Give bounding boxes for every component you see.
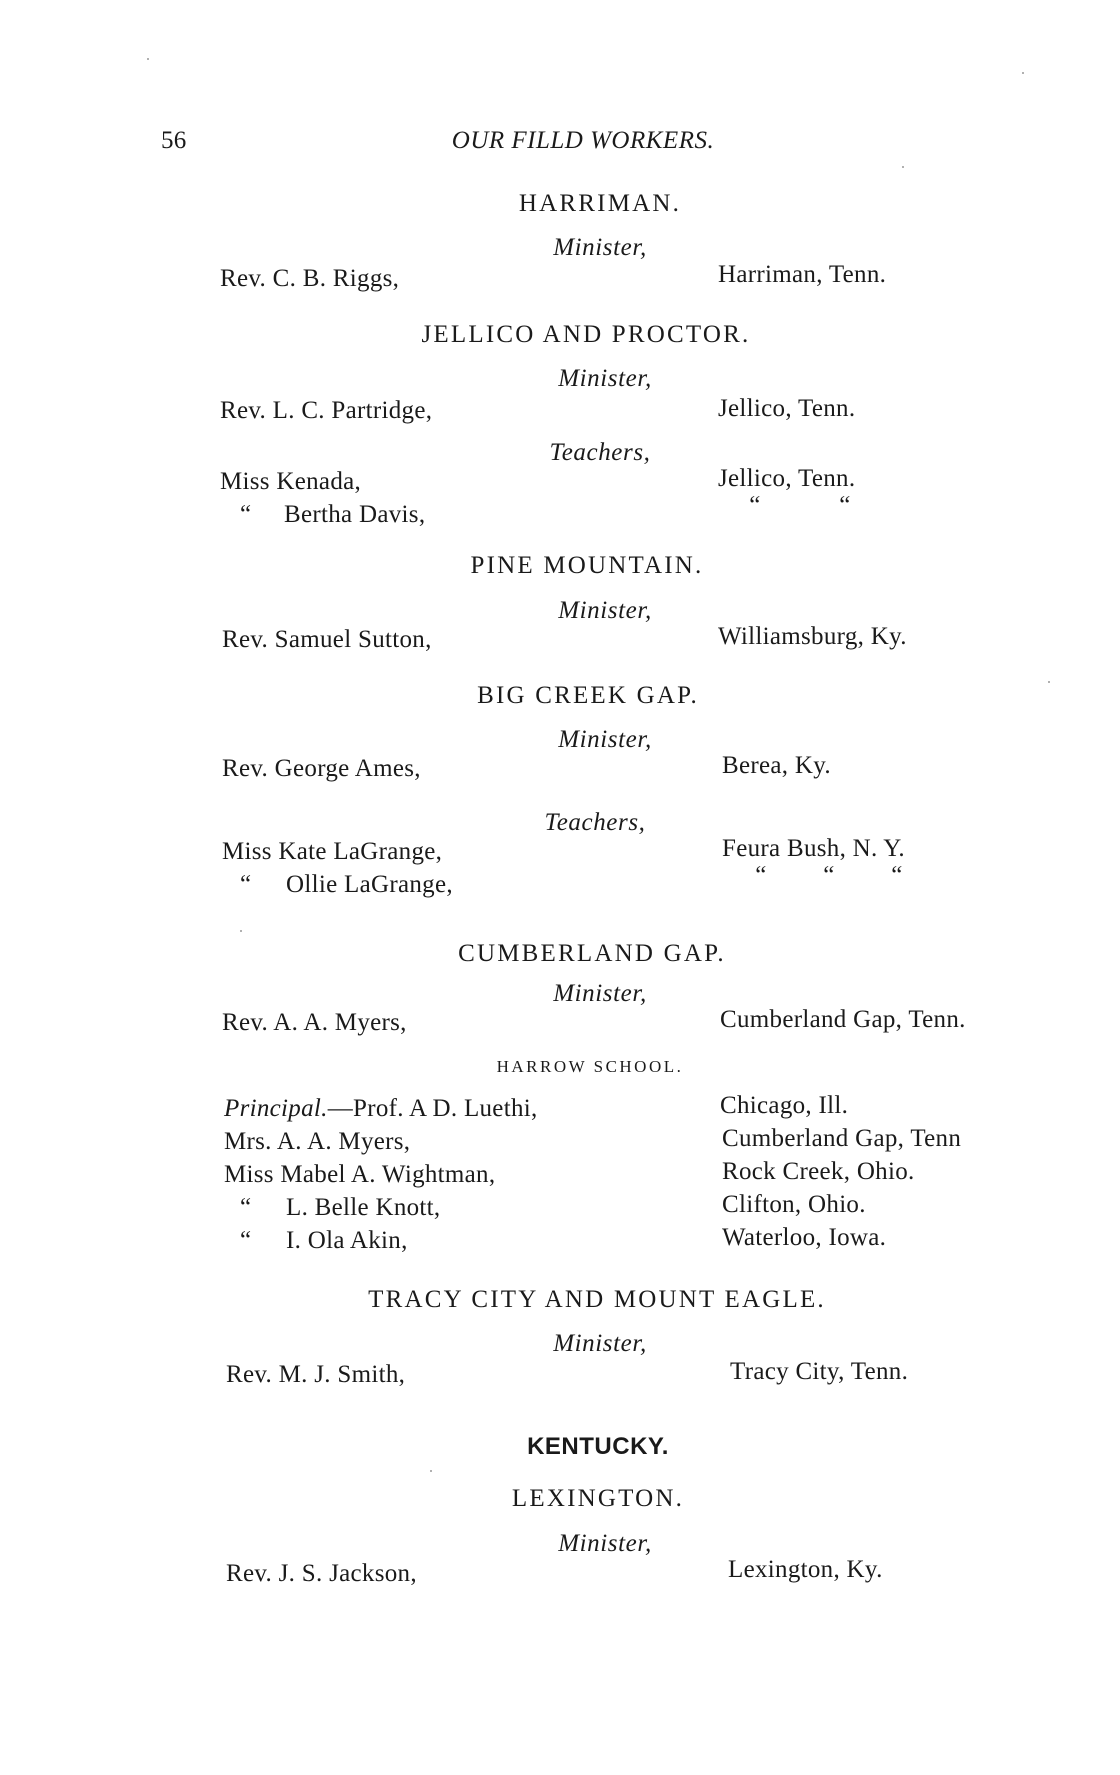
ditto-mark: “ — [823, 862, 835, 889]
place-ditto-marks — [738, 862, 920, 890]
teacher-place: Jellico, Tenn. — [718, 465, 856, 492]
school-heading: HARROW SCHOOL. — [496, 1057, 684, 1076]
teacher-name: Bertha Davis, — [284, 501, 426, 528]
minister-place: Jellico, Tenn. — [718, 395, 856, 422]
minister-label: Minister, — [558, 1530, 652, 1557]
paper-speck — [902, 166, 904, 168]
minister-name: Rev. J. S. Jackson, — [226, 1560, 417, 1587]
teacher-place: Feura Bush, N. Y. — [722, 835, 905, 862]
ditto-mark: “ — [240, 1227, 252, 1254]
teacher-name: Miss Kenada, — [220, 468, 362, 495]
principal-label: Principal. — [224, 1095, 328, 1122]
staff-place: Clifton, Ohio. — [722, 1191, 866, 1218]
paper-speck — [240, 930, 242, 932]
paper-speck — [147, 58, 149, 60]
staff-name: Miss Mabel A. Wightman, — [224, 1161, 496, 1188]
ditto-mark: “ — [891, 862, 903, 889]
page-number: 56 — [161, 127, 187, 154]
section-heading: CUMBERLAND GAP. — [458, 940, 726, 967]
paper-speck — [1022, 72, 1024, 74]
principal-entry — [224, 1095, 538, 1123]
minister-name: Rev. C. B. Riggs, — [220, 265, 400, 292]
staff-place: Chicago, Ill. — [720, 1092, 849, 1119]
teachers-label: Teachers, — [544, 809, 646, 836]
section-heading: PINE MOUNTAIN. — [470, 552, 704, 579]
minister-label: Minister, — [558, 726, 652, 753]
ditto-mark: “ — [839, 492, 851, 519]
section-heading: HARRIMAN. — [518, 190, 682, 217]
teachers-label: Teachers, — [549, 439, 651, 466]
minister-name: Rev. M. J. Smith, — [226, 1361, 406, 1388]
staff-place: Cumberland Gap, Tenn — [722, 1125, 962, 1152]
minister-place: Cumberland Gap, Tenn. — [720, 1006, 966, 1033]
minister-label: Minister, — [558, 597, 652, 624]
principal-name: —Prof. A D. Luethi, — [327, 1095, 538, 1122]
place-ditto-marks — [732, 492, 868, 520]
section-heading: BIG CREEK GAP. — [477, 682, 699, 709]
teacher-name: Ollie LaGrange, — [286, 871, 453, 898]
minister-place: Harriman, Tenn. — [718, 261, 887, 288]
section-heading: TRACY CITY AND MOUNT EAGLE. — [368, 1286, 826, 1313]
staff-name: L. Belle Knott, — [286, 1194, 441, 1221]
minister-label: Minister, — [553, 234, 647, 261]
section-heading: LEXINGTON. — [511, 1485, 685, 1512]
minister-place: Berea, Ky. — [722, 752, 831, 779]
section-heading: JELLICO AND PROCTOR. — [421, 321, 751, 348]
minister-name: Rev. George Ames, — [222, 755, 421, 782]
minister-place: Williamsburg, Ky. — [718, 623, 907, 650]
ditto-mark: “ — [749, 492, 761, 519]
staff-name: Mrs. A. A. Myers, — [224, 1128, 411, 1155]
paper-speck — [1048, 681, 1050, 683]
staff-place: Waterloo, Iowa. — [722, 1224, 887, 1251]
minister-label: Minister, — [553, 1330, 647, 1357]
ditto-mark: “ — [240, 1194, 252, 1221]
minister-name: Rev. L. C. Partridge, — [220, 397, 433, 424]
minister-name: Rev. Samuel Sutton, — [222, 626, 432, 653]
minister-label: Minister, — [558, 365, 652, 392]
paper-speck — [430, 1470, 432, 1472]
teacher-name: Miss Kate LaGrange, — [222, 838, 443, 865]
ditto-mark: “ — [240, 871, 252, 898]
minister-name: Rev. A. A. Myers, — [222, 1009, 407, 1036]
staff-place: Rock Creek, Ohio. — [722, 1158, 915, 1185]
minister-place: Lexington, Ky. — [728, 1556, 883, 1583]
state-heading: KENTUCKY. — [527, 1433, 669, 1460]
ditto-mark: “ — [240, 501, 252, 528]
running-title: OUR FILLD WORKERS. — [451, 127, 715, 154]
minister-place: Tracy City, Tenn. — [730, 1358, 909, 1385]
ditto-mark: “ — [755, 862, 767, 889]
minister-label: Minister, — [553, 980, 647, 1007]
staff-name: I. Ola Akin, — [286, 1227, 408, 1254]
